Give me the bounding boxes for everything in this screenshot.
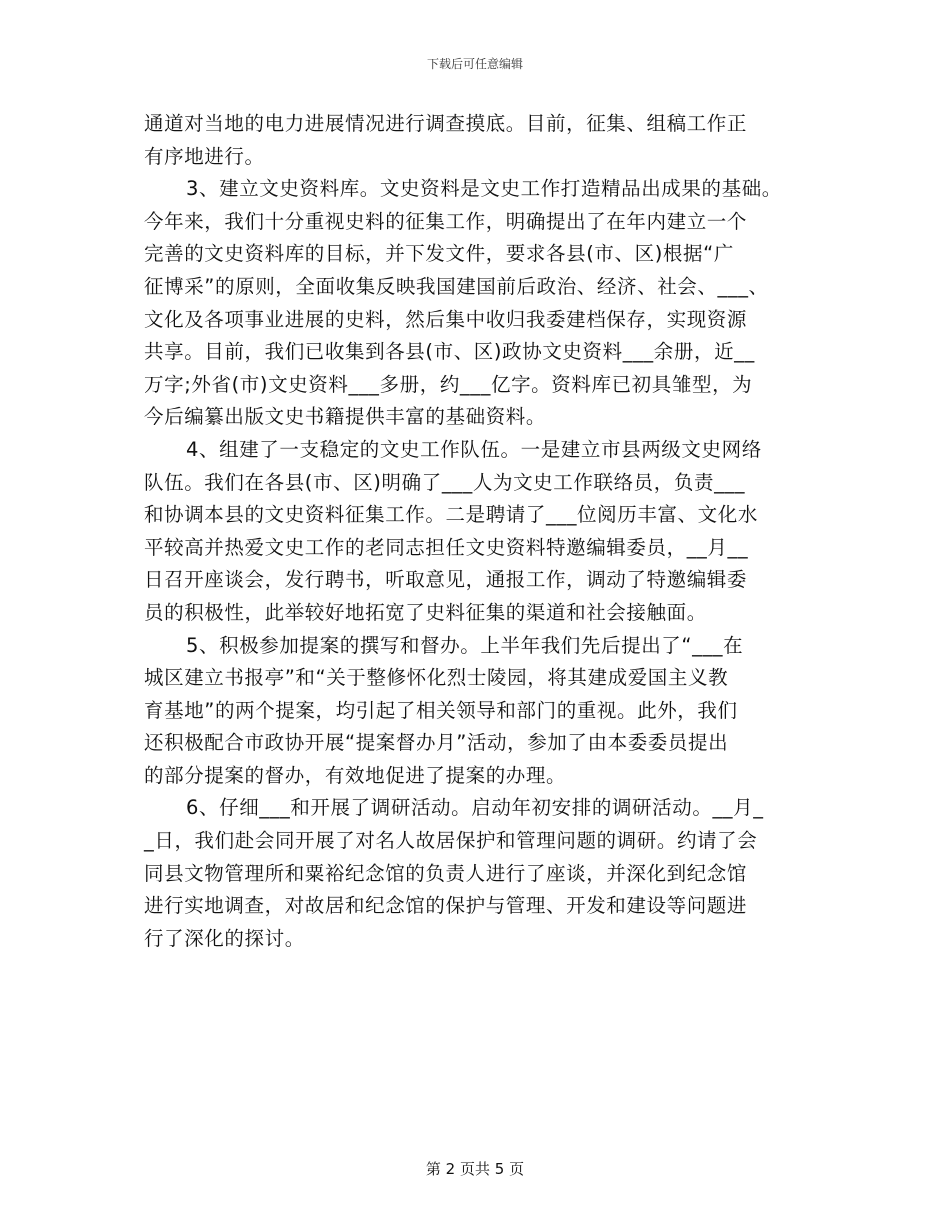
text-line: 完善的文史资料库的目标，并下发文件，要求各县(市、区)根据“广	[144, 242, 734, 266]
text-line: _日，我们赴会同开展了对名人故居保护和管理问题的调研。约请了会	[144, 829, 758, 853]
text-line: 城区建立书报亭”和“关于整修怀化烈士陵园，将其建成爱国主义教	[144, 666, 729, 690]
text-line: 有序地进行。	[144, 144, 265, 168]
paragraph-start-line: 3、建立文史资料库。文史资料是文史工作打造精品出成果的基础。	[186, 177, 782, 201]
text-line: 员的积极性，此举较好地拓宽了史料征集的渠道和社会接触面。	[144, 600, 707, 624]
document-body	[144, 108, 824, 955]
text-line: 共享。目前，我们已收集到各县(市、区)政协文史资料___余册，近__	[144, 340, 755, 364]
text-line: 行了深化的探讨。	[144, 926, 305, 950]
paragraph-start-line: 5、积极参加提案的撰写和督办。上半年我们先后提出了“___在	[186, 633, 744, 657]
text-line: 万字;外省(市)文史资料___多册，约___亿字。资料库已初具雏型，为	[144, 372, 753, 396]
text-line: 通道对当地的电力进展情况进行调查摸底。目前，征集、组稿工作正	[144, 112, 748, 135]
text-line: 还积极配合市政协开展“提案督办月”活动，参加了由本委委员提出	[144, 731, 729, 755]
page-footer: 第 2 页共 5 页	[425, 1160, 525, 1178]
text-line: 今年来，我们十分重视史料的征集工作，明确提出了在年内建立一个	[144, 209, 748, 233]
text-line: 队伍。我们在各县(市、区)明确了___人为文史工作联络员，负责___	[144, 470, 746, 494]
text-line: 育基地”的两个提案，均引起了相关领导和部门的重视。此外，我们	[144, 698, 738, 722]
text-line: 的部分提案的督办，有效地促进了提案的办理。	[144, 763, 567, 787]
text-line: 文化及各项事业进展的史料，然后集中收归我委建档保存，实现资源	[144, 307, 748, 331]
text-line: 今后编纂出版文史书籍提供丰富的基础资料。	[144, 405, 547, 429]
text-line: 征博采”的原则，全面收集反映我国建国前后政治、经济、社会、___、	[144, 274, 769, 298]
text-line: 和协调本县的文史资料征集工作。二是聘请了___位阅历丰富、文化水	[144, 503, 758, 527]
page-header: 下载后可任意编辑	[426, 57, 523, 71]
text-line: 进行实地调查，对故居和纪念馆的保护与管理、开发和建设等问题进	[144, 894, 748, 918]
paragraph-start-line: 4、组建了一支稳定的文史工作队伍。一是建立市县两级文史网络	[186, 437, 762, 461]
paragraph-start-line: 6、仔细___和开展了调研活动。启动年初安排的调研活动。__月_	[186, 796, 764, 820]
text-line: 日召开座谈会，发行聘书，听取意见，通报工作，调动了特邀编辑委	[144, 568, 748, 592]
text-line: 同县文物管理所和粟裕纪念馆的负责人进行了座谈，并深化到纪念馆	[144, 861, 748, 885]
text-line: 平较高并热爱文史工作的老同志担任文史资料特邀编辑委员，__月__	[144, 535, 749, 559]
